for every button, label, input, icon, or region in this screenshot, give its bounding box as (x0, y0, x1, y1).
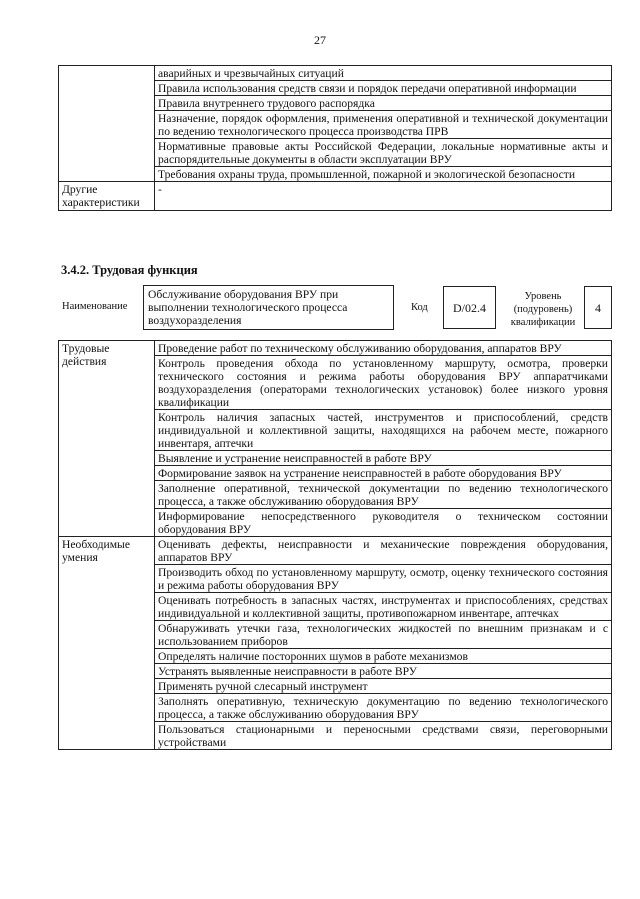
level-value-box: 4 (584, 286, 612, 329)
labor-actions-label: Трудовые действия (59, 341, 155, 537)
code-value-box: D/02.4 (443, 286, 496, 329)
function-name-box: Обслуживание оборудования ВРУ при выполнении технологического процесса воздухоразделения (143, 285, 394, 330)
table-cell: Нормативные правовые акты Российской Федерации, локальные нормативные акты и распорядительные документы в области эксплуатации ВРУ (155, 139, 612, 167)
table-cell: Контроль проведения обхода по установленному маршруту, осмотра, проверки технического состояния и режима работы оборудования ВРУ аппаратчиками воздухоразделения (операторами технологических установок) более низкого уровня квалификации (155, 356, 612, 410)
table-cell: Оценивать потребность в запасных частях, инструментах и приспособлениях, средствах индивидуальной и коллективной защиты, противопожарном инвентаре, аптечках (155, 593, 612, 621)
table-cell: Заполнение оперативной, технической документации по ведению технологического процесса, а также обслуживанию оборудования ВРУ (155, 481, 612, 509)
code-label: Код (411, 302, 428, 313)
table-cell: Заполнять оперативную, техническую документацию по ведению технологического процесса, а также обслуживанию оборудования ВРУ (155, 694, 612, 722)
table-cell: Обнаруживать утечки газа, технологических жидкостей по внешним признакам и с использованием приборов (155, 621, 612, 649)
table-cell: Производить обход по установленному маршруту, осмотр, оценку технического состояния и режима работы оборудования ВРУ (155, 565, 612, 593)
other-characteristics-value: - (155, 182, 612, 211)
table-row (59, 66, 612, 81)
level-label: Уровень (подуровень) квалификации (510, 291, 576, 328)
table-cell: Проведение работ по техническому обслуживанию оборудования, аппаратов ВРУ (155, 341, 612, 356)
required-skills-label: Необходимые умения (59, 537, 155, 750)
table-row (59, 182, 612, 211)
knowledge-table-continuation (58, 65, 612, 211)
table-cell: Применять ручной слесарный инструмент (155, 679, 612, 694)
empty-label-cell (59, 66, 155, 182)
table-cell: Информирование непосредственного руководителя о техническом состоянии оборудования ВРУ (155, 509, 612, 537)
table-cell: Пользоваться стационарными и переносными средствами связи, переговорными устройствами (155, 722, 612, 750)
labor-function-table (58, 340, 612, 750)
name-label: Наименование (62, 301, 128, 312)
table-cell: Формирование заявок на устранение неисправностей в работе оборудования ВРУ (155, 466, 612, 481)
table-cell: Правила внутреннего трудового распорядка (155, 96, 612, 111)
other-characteristics-label: Другие характеристики (59, 182, 155, 211)
table-cell: Правила использования средств связи и порядок передачи оперативной информации (155, 81, 612, 96)
table-cell: Контроль наличия запасных частей, инструментов и приспособлений, средств индивидуальной и коллективной защиты, находящихся на рабочем месте, пожарного инвентаря, аптечки (155, 410, 612, 451)
page-number: 27 (314, 33, 326, 47)
section-title: 3.4.2. Трудовая функция (61, 263, 198, 277)
table-cell: Назначение, порядок оформления, применения оперативной и технической документации по ведению технологического процесса производства ПРВ (155, 111, 612, 139)
table-row (59, 341, 612, 356)
table-cell: Требования охраны труда, промышленной, пожарной и экологической безопасности (155, 167, 612, 182)
table-cell: Оценивать дефекты, неисправности и механические повреждения оборудования, аппаратов ВРУ (155, 537, 612, 565)
table-cell: Выявление и устранение неисправностей в работе ВРУ (155, 451, 612, 466)
table-cell: Устранять выявленные неисправности в работе ВРУ (155, 664, 612, 679)
table-cell: Определять наличие посторонних шумов в работе механизмов (155, 649, 612, 664)
table-cell: аварийных и чрезвычайных ситуаций (155, 66, 612, 81)
table-row (59, 537, 612, 565)
